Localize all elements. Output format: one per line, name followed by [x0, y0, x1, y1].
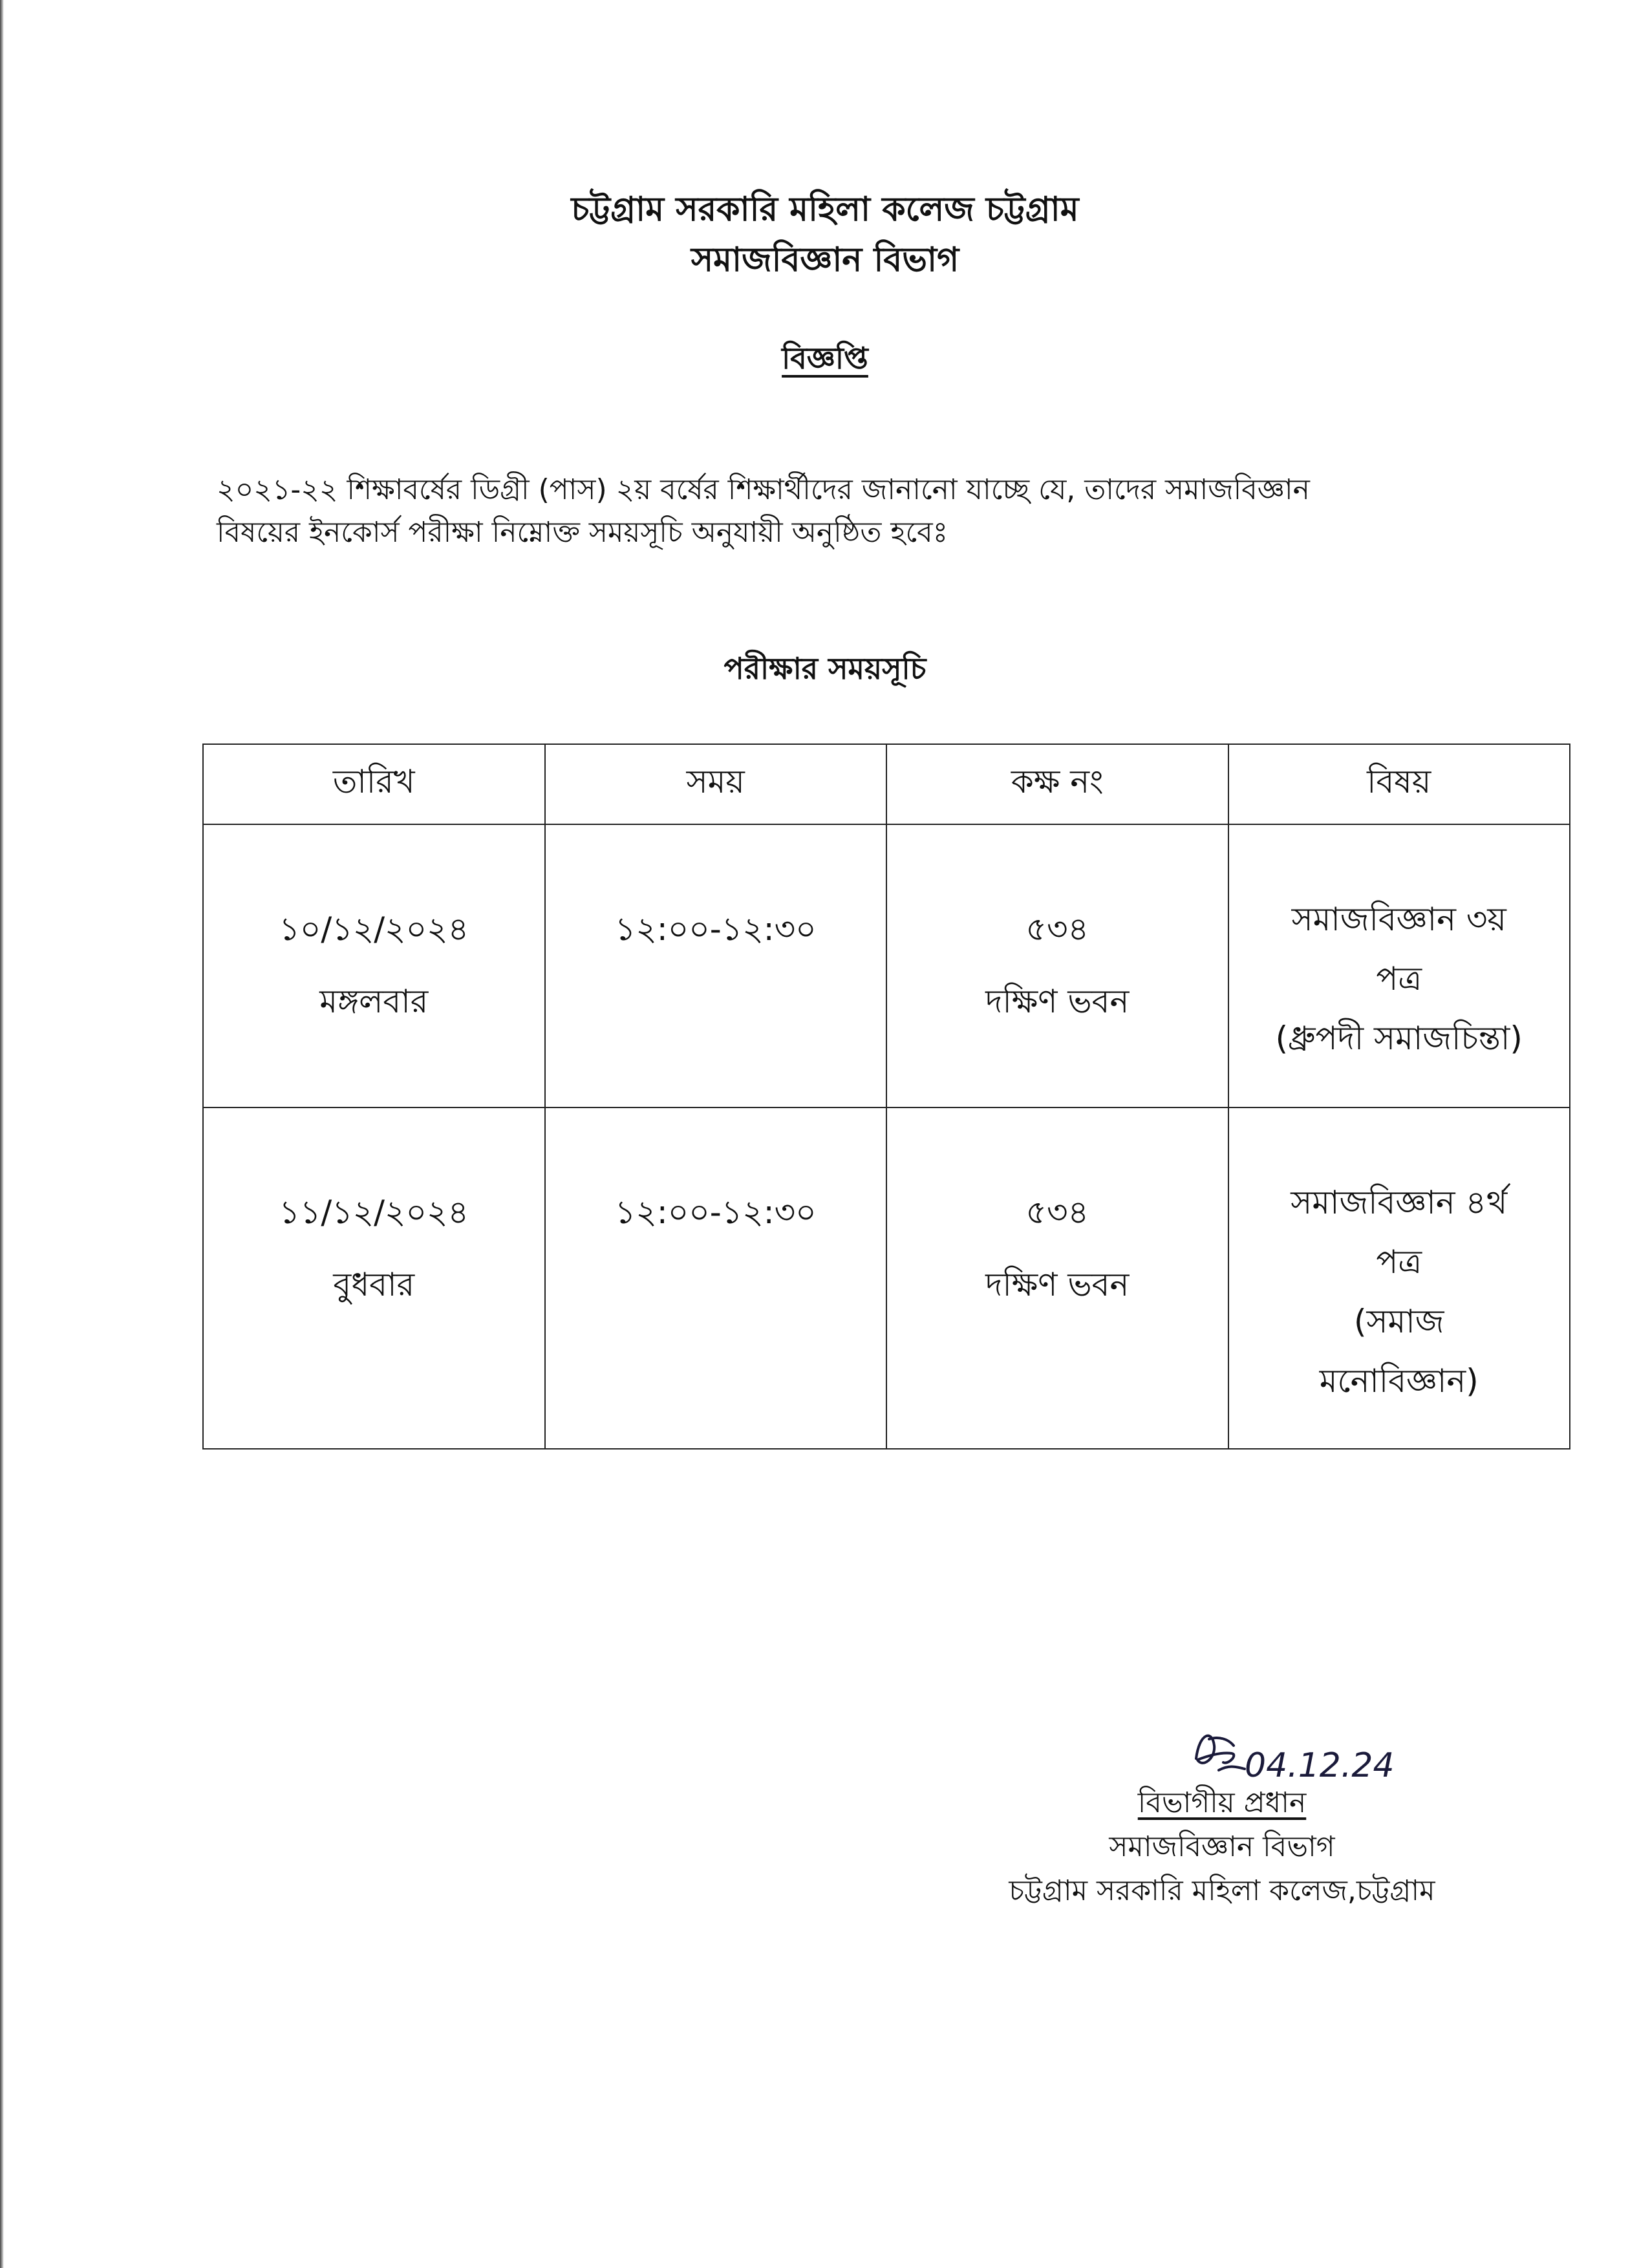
exam-schedule-table	[202, 744, 1570, 1450]
document-header	[0, 184, 1650, 285]
notice-body-line-1: ২০২১-২২ শিক্ষাবর্ষের ডিগ্রী (পাস) ২য় বর্ষের শিক্ষার্থীদের জানানো যাচ্ছে যে, তাদের সমাজবিজ্ঞান	[217, 473, 1310, 506]
header-time: সময়	[545, 744, 887, 824]
subject-line: (ধ্রুপদী সমাজচিন্তা)	[1275, 1020, 1523, 1057]
subject-line: (সমাজ	[1353, 1303, 1444, 1340]
room-number: ৫৩৪	[1025, 910, 1089, 948]
table-row	[203, 1107, 1570, 1449]
header-room: কক্ষ নং	[886, 744, 1228, 824]
subject-line: সমাজবিজ্ঞান ৪র্থ	[1291, 1184, 1508, 1221]
signature-date: 04.12.24	[1245, 1746, 1395, 1785]
time-value: ১২:০০-১২:৩০	[614, 1193, 817, 1231]
date-value: ১০/১২/২০২৪	[279, 910, 469, 948]
notice-body	[217, 469, 1477, 554]
cell-room	[886, 1107, 1228, 1449]
signature-scribble	[1196, 1736, 1245, 1770]
cell-room	[886, 824, 1228, 1107]
signatory-block	[963, 1781, 1481, 1913]
subject-line: সমাজবিজ্ঞান ৩য়	[1291, 901, 1506, 938]
subject-line: পত্র	[1376, 960, 1422, 998]
signatory-college: চট্টগ্রাম সরকারি মহিলা কলেজ,চট্টগ্রাম	[1009, 1874, 1435, 1907]
cell-time	[545, 1107, 887, 1449]
handwritten-signature	[1183, 1720, 1506, 1791]
header-subject: বিষয়	[1228, 744, 1570, 824]
time-value: ১২:০০-১২:৩০	[614, 910, 817, 948]
day-value: বুধবার	[333, 1266, 415, 1303]
cell-subject	[1228, 1107, 1570, 1449]
cell-date	[203, 824, 545, 1107]
subject-line: পত্র	[1376, 1243, 1422, 1281]
department-name: সমাজবিজ্ঞান বিভাগ	[691, 241, 959, 279]
building-name: দক্ষিণ ভবন	[985, 983, 1130, 1020]
building-name: দক্ষিণ ভবন	[985, 1266, 1130, 1303]
header-date: তারিখ	[203, 744, 545, 824]
cell-date	[203, 1107, 545, 1449]
notice-body-line-2: বিষয়ের ইনকোর্স পরীক্ষা নিম্নোক্ত সময়সূচি অনুযায়ী অনুষ্ঠিত হবেঃ	[217, 516, 948, 549]
notice-title-text: বিজ্ঞপ্তি	[782, 341, 868, 376]
table-header-row	[203, 744, 1570, 824]
cell-subject	[1228, 824, 1570, 1107]
room-number: ৫৩৪	[1025, 1193, 1089, 1231]
day-value: মঙ্গলবার	[319, 983, 429, 1020]
subject-line: মনোবিজ্ঞান)	[1319, 1362, 1479, 1400]
date-value: ১১/১২/২০২৪	[279, 1193, 469, 1231]
table-row	[203, 824, 1570, 1107]
cell-time	[545, 824, 887, 1107]
signatory-role: বিভাগীয় প্রধান	[1137, 1786, 1307, 1819]
signatory-department: সমাজবিজ্ঞান বিভাগ	[1109, 1830, 1335, 1863]
notice-title	[0, 336, 1650, 385]
schedule-title: পরীক্ষার সময়সূচি	[723, 651, 927, 686]
college-name: চট্টগ্রাম সরকারি মহিলা কলেজ চট্টগ্রাম	[571, 190, 1079, 229]
